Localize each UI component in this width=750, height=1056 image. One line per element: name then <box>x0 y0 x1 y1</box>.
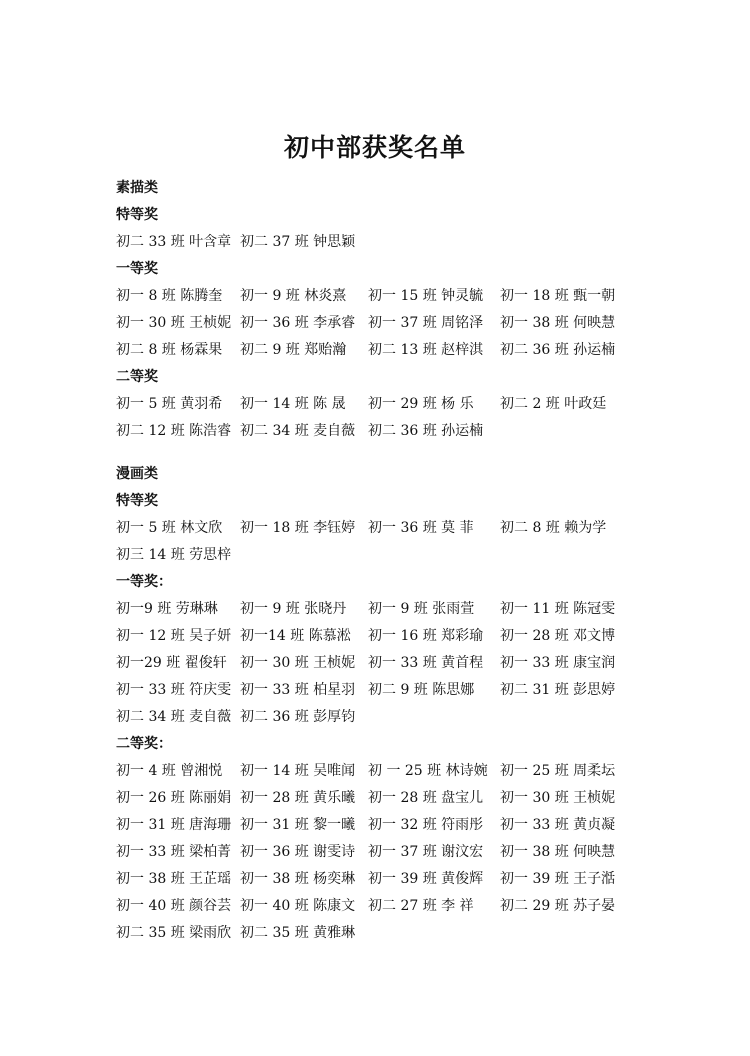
award-row <box>116 652 676 670</box>
award-entry: 初一 5 班 林文欣 <box>116 520 223 536</box>
award-row <box>116 841 676 859</box>
award-entry: 初一 12 班 吴子妍 <box>116 628 232 644</box>
award-entry: 初一 37 班 谢汶宏 <box>368 844 484 860</box>
award-entry: 初一 9 班 张晓丹 <box>240 601 347 617</box>
award-entry: 初一 28 班 黄乐曦 <box>240 790 356 806</box>
category-heading: 素描类 <box>116 180 158 196</box>
award-row <box>116 895 676 913</box>
award-entry: 初一 33 班 符庆雯 <box>116 682 232 698</box>
award-entry: 初一 39 班 黄俊辉 <box>368 871 484 887</box>
award-entry: 初一 39 班 王子湉 <box>500 871 616 887</box>
award-entry: 初一 8 班 陈腾奎 <box>116 288 223 304</box>
award-entry: 初一 5 班 黄羽希 <box>116 396 223 412</box>
award-entry: 初一 38 班 杨奕琳 <box>240 871 356 887</box>
award-entry: 初一 40 班 陈康文 <box>240 898 356 914</box>
award-entry: 初一 38 班 何映慧 <box>500 844 616 860</box>
award-row <box>116 625 676 643</box>
award-row <box>116 679 676 697</box>
award-entry: 初一9 班 劳琳琳 <box>116 601 218 617</box>
award-entry: 初二 35 班 梁雨欣 <box>116 925 232 941</box>
award-row <box>116 339 676 357</box>
award-row <box>116 231 676 249</box>
award-row <box>116 706 676 724</box>
award-entry: 初一 16 班 郑彩瑜 <box>368 628 484 644</box>
award-entry: 初一 33 班 黄贞凝 <box>500 817 616 833</box>
award-entry: 初一29 班 翟俊轩 <box>116 655 227 671</box>
award-row <box>116 760 676 778</box>
award-entry: 初二 36 班 孙运楠 <box>368 423 484 439</box>
award-entry: 初二 34 班 麦自薇 <box>240 423 356 439</box>
award-entry: 初一 36 班 谢雯诗 <box>240 844 356 860</box>
award-row <box>116 285 676 303</box>
award-level-heading: 特等奖 <box>116 207 158 223</box>
award-level-heading: 一等奖： <box>116 574 172 590</box>
award-entry: 初一 33 班 梁柏菁 <box>116 844 232 860</box>
award-entry: 初一 33 班 柏星羽 <box>240 682 356 698</box>
award-entry: 初二 8 班 赖为学 <box>500 520 607 536</box>
award-entry: 初二 9 班 郑贻瀚 <box>240 342 347 358</box>
award-entry: 初一 14 班 吴唯闻 <box>240 763 356 779</box>
award-row <box>116 814 676 832</box>
award-entry: 初一 38 班 何映慧 <box>500 315 616 331</box>
award-entry: 初二 12 班 陈浩睿 <box>116 423 232 439</box>
award-entry: 初二 35 班 黄雅琳 <box>240 925 356 941</box>
award-entry: 初二 34 班 麦自薇 <box>116 709 232 725</box>
award-entry: 初一 36 班 莫 菲 <box>368 520 474 536</box>
award-entry: 初一 15 班 钟灵毓 <box>368 288 484 304</box>
award-entry: 初一 28 班 邓文博 <box>500 628 616 644</box>
award-entry: 初一 36 班 李承睿 <box>240 315 356 331</box>
award-entry: 初二 2 班 叶政廷 <box>500 396 607 412</box>
award-entry: 初一 25 班 周柔坛 <box>500 763 616 779</box>
award-entry: 初二 13 班 赵梓淇 <box>368 342 484 358</box>
award-entry: 初一 11 班 陈冠雯 <box>500 601 616 617</box>
award-entry: 初一 40 班 颜谷芸 <box>116 898 232 914</box>
award-entry: 初二 33 班 叶含章 <box>116 234 232 250</box>
category-heading: 漫画类 <box>116 466 158 482</box>
award-entry: 初一 28 班 盘宝儿 <box>368 790 484 806</box>
award-entry: 初一 4 班 曾湘悦 <box>116 763 223 779</box>
award-entry: 初二 37 班 钟思颖 <box>240 234 356 250</box>
award-row <box>116 393 676 411</box>
award-entry: 初一 18 班 甄一朝 <box>500 288 616 304</box>
award-entry: 初 一 25 班 林诗婉 <box>368 763 488 779</box>
award-entry: 初一 31 班 黎一曦 <box>240 817 356 833</box>
award-entry: 初二 29 班 苏子晏 <box>500 898 616 914</box>
award-level-heading: 一等奖 <box>116 261 158 277</box>
award-entry: 初一 14 班 陈 晟 <box>240 396 346 412</box>
award-entry: 初一 31 班 唐海珊 <box>116 817 232 833</box>
award-row <box>116 420 676 438</box>
award-level-heading: 二等奖： <box>116 736 172 752</box>
award-entry: 初二 36 班 彭厚钧 <box>240 709 356 725</box>
page-title: 初中部获奖名单 <box>283 133 466 162</box>
award-entry: 初一 33 班 康宝润 <box>500 655 616 671</box>
award-entry: 初一 9 班 林炎熹 <box>240 288 347 304</box>
award-entry: 初二 31 班 彭思婷 <box>500 682 616 698</box>
award-entry: 初一 30 班 王桢妮 <box>500 790 616 806</box>
award-entry: 初一 18 班 李钰婷 <box>240 520 356 536</box>
award-row <box>116 544 676 562</box>
award-entry: 初三 14 班 劳思梓 <box>116 547 232 563</box>
award-row <box>116 598 676 616</box>
award-entry: 初一14 班 陈慕淞 <box>240 628 351 644</box>
award-row <box>116 922 676 940</box>
award-entry: 初一 33 班 黄首程 <box>368 655 484 671</box>
award-entry: 初一 37 班 周铭泽 <box>368 315 484 331</box>
award-row <box>116 787 676 805</box>
award-entry: 初二 9 班 陈思娜 <box>368 682 475 698</box>
award-entry: 初二 8 班 杨霖果 <box>116 342 223 358</box>
award-entry: 初二 36 班 孙运楠 <box>500 342 616 358</box>
award-row <box>116 312 676 330</box>
award-row <box>116 868 676 886</box>
award-entry: 初一 30 班 王桢妮 <box>240 655 356 671</box>
award-entry: 初一 30 班 王桢妮 <box>116 315 232 331</box>
award-entry: 初一 38 班 王芷瑶 <box>116 871 232 887</box>
award-entry: 初一 9 班 张雨萱 <box>368 601 475 617</box>
award-level-heading: 二等奖 <box>116 369 158 385</box>
award-entry: 初一 26 班 陈丽娟 <box>116 790 232 806</box>
award-entry: 初一 32 班 符雨彤 <box>368 817 484 833</box>
award-entry: 初二 27 班 李 祥 <box>368 898 474 914</box>
award-level-heading: 特等奖 <box>116 493 158 509</box>
award-entry: 初一 29 班 杨 乐 <box>368 396 474 412</box>
award-row <box>116 517 676 535</box>
